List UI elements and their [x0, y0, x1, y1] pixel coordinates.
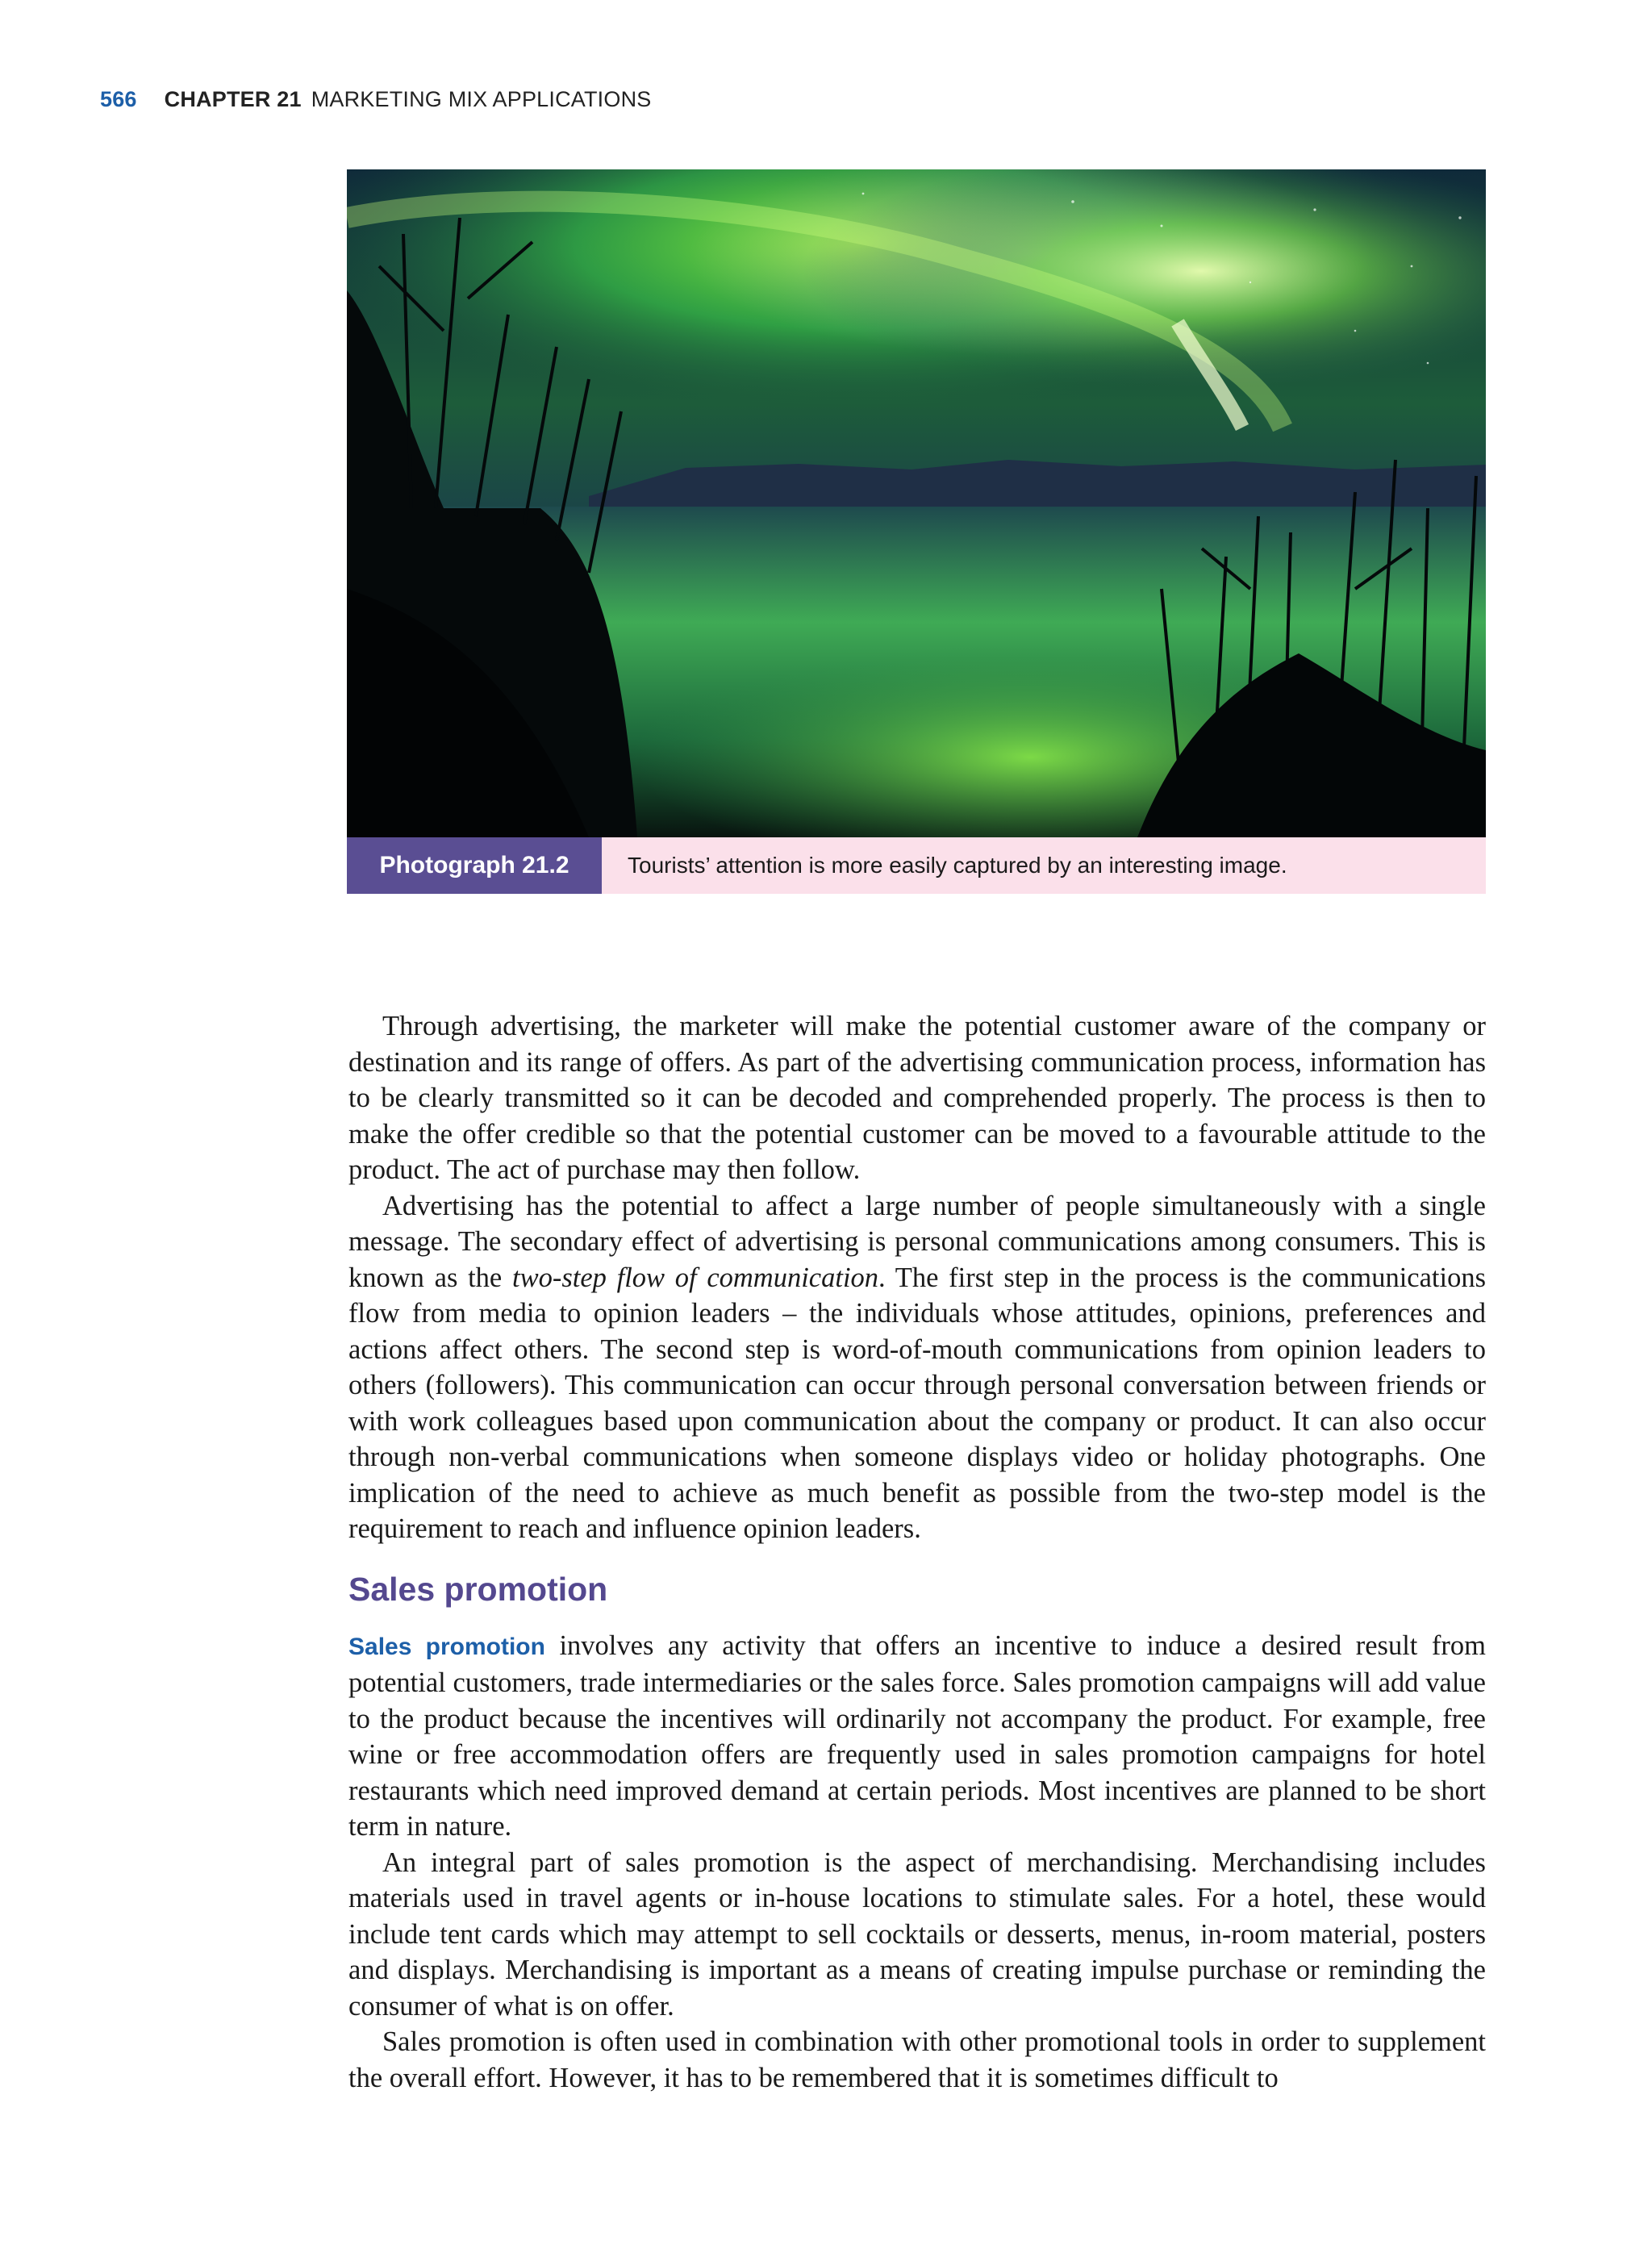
caption-label: Photograph 21.2 — [347, 837, 602, 894]
chapter-label: CHAPTER 21 — [164, 87, 302, 111]
key-term: Sales promotion — [348, 1633, 545, 1660]
paragraph-advertising-process: Through advertising, the marketer will make the potential customer aware of the company or destination and its range of offers. As part of the advertising communication process, information has to be clearly transmitted so it can be decoded and comprehended properly. The process is then to make the offer credible so that the potential customer can be moved to a favourable attitude to the product. The act of purchase may then follow. — [348, 1011, 1486, 1185]
paragraph-sales-promotion — [348, 1628, 1486, 1845]
section-heading: Sales promotion — [348, 1570, 608, 1608]
paragraph-two-step-flow — [348, 1188, 1486, 1547]
text-segment: . The first step in the process is the communications flow from media to opinion leaders – the individuals whose attitudes, opinions, preferences and actions affect others. The second step is word-of-mouth communications from opinion leaders to others (followers). This communication can occur through personal conversation between friends or with work colleagues based upon communication about the company or product. It can also occur through non-verbal communications when someone displays video or holiday photographs. One implication of the need to achieve as much benefit as possible from the two-step model is the requirement to reach and influence opinion leaders. — [348, 1262, 1486, 1544]
text-segment: Advertising has the potential to affect a large number of people simultaneously with a single message. The secondary effect of advertising is personal communications among consumers. This is known as the — [348, 1190, 1486, 1293]
paragraph-combination: Sales promotion is often used in combination with other promotional tools in order to supplement the overall effort. However, it has to be remembered that it is sometimes difficult to — [348, 2026, 1486, 2093]
text-segment: involves any activity that offers an incentive to induce a desired result from potential customers, trade intermediaries or the sales force. Sales promotion campaigns will add value to the product because the incentives will ordinarily not accompany the product. For example, free wine or free accommodation offers are frequently used in sales promotion campaigns for hotel restaurants which need improved demand at certain periods. Most incentives are planned to be short term in nature. — [348, 1630, 1486, 1842]
aurora-photo — [347, 169, 1486, 837]
running-header — [100, 87, 651, 112]
paragraph-merchandising: An integral part of sales promotion is the aspect of merchandising. Merchandising includes materials used in travel agents or in-house locations to stimulate sales. For a hotel, these would include tent cards which may attempt to sell cocktails or desserts, menus, in-room material, posters and displays. Merchandising is important as a means of creating impulse purchase or reminding the consumer of what is on offer. — [348, 1846, 1486, 2022]
body-text — [348, 1008, 1486, 2096]
photo-caption — [347, 837, 1486, 894]
photograph-figure — [347, 169, 1486, 894]
caption-text: Tourists’ attention is more easily captured by an interesting image. — [602, 837, 1486, 894]
page-number: 566 — [100, 87, 137, 111]
emphasis-term: two-step flow of communication — [511, 1262, 879, 1293]
chapter-title: MARKETING MIX APPLICATIONS — [311, 87, 652, 111]
